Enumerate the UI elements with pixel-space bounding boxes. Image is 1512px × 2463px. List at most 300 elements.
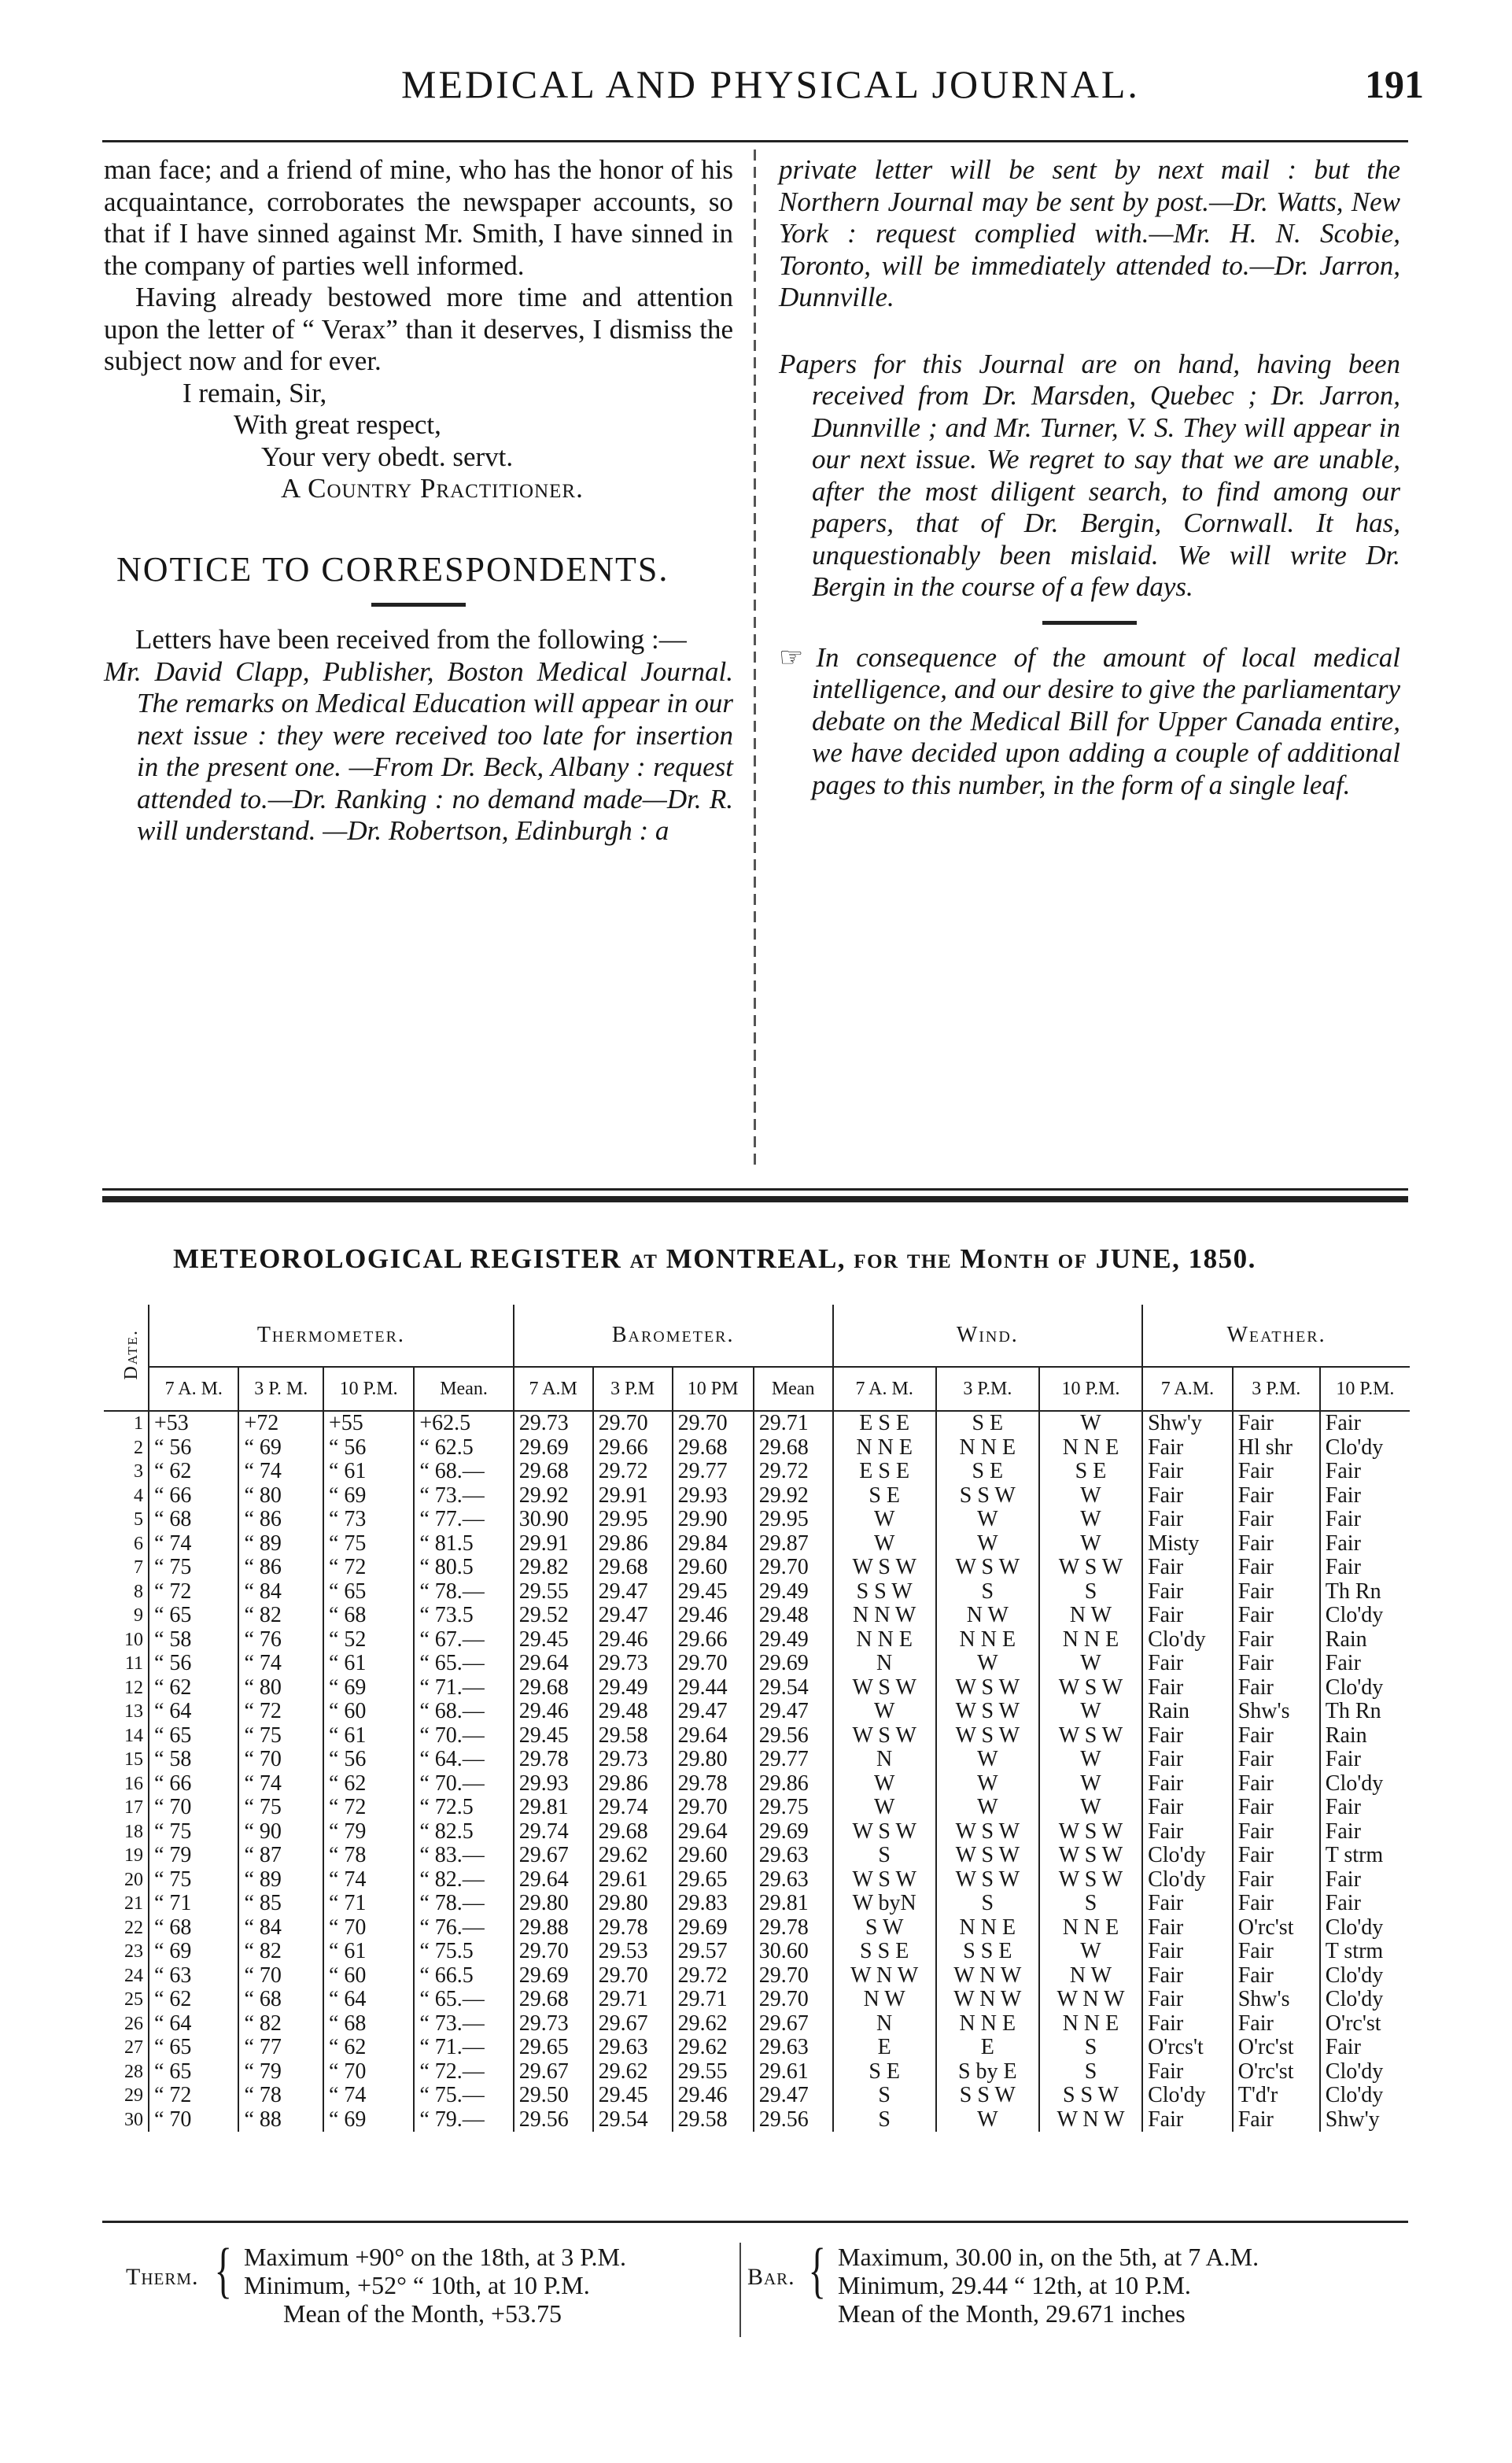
- wind-10pm-cell: W: [1039, 1652, 1142, 1676]
- wind-3pm-cell: S by E: [936, 2060, 1039, 2085]
- baro-7am-cell: 29.64: [514, 1652, 593, 1676]
- baro-mean-cell: 29.69: [754, 1652, 833, 1676]
- day-cell: 25: [124, 1989, 143, 2011]
- baro-7am-cell: 29.65: [514, 2036, 593, 2060]
- weather-7am-cell: Fair: [1142, 1988, 1233, 2012]
- wind-10pm-cell: W S W: [1039, 1556, 1142, 1580]
- therm-3pm-cell: “ 84: [238, 1916, 323, 1940]
- wind-7am-cell: S W: [833, 1916, 936, 1940]
- weather-7am-cell: Fair: [1142, 2012, 1233, 2036]
- wind-10pm-cell: S S W: [1039, 2084, 1142, 2108]
- weather-10pm-cell: Fair: [1320, 1411, 1410, 1436]
- weather-10pm-cell: Clo'dy: [1320, 1988, 1410, 2012]
- therm-10pm-cell: “ 73: [323, 1508, 414, 1532]
- weather-10pm-cell: Fair: [1320, 1892, 1410, 1916]
- therm-mean-cell: “ 64.—: [414, 1748, 513, 1772]
- notice-intro: Letters have been received from the following :—: [135, 624, 687, 655]
- column-header: 7 A.M: [514, 1367, 593, 1411]
- weather-7am-cell: Fair: [1142, 1652, 1233, 1676]
- therm-3pm-cell: “ 70: [238, 1748, 323, 1772]
- therm-mean-cell: “ 82.5: [414, 1820, 513, 1844]
- therm-3pm-cell: “ 89: [238, 1532, 323, 1556]
- therm-mean-cell: “ 65.—: [414, 1652, 513, 1676]
- signature: A Country Practitioner.: [281, 473, 584, 504]
- day-cell: 21: [124, 1893, 143, 1915]
- baro-7am-cell: 29.88: [514, 1916, 593, 1940]
- column-header: 3 P.M: [593, 1367, 673, 1411]
- baro-10pm-cell: 29.70: [673, 1652, 754, 1676]
- weather-10pm-cell: T strm: [1320, 1844, 1410, 1868]
- therm-3pm-cell: “ 88: [238, 2108, 323, 2133]
- baro-7am-cell: 30.90: [514, 1508, 593, 1532]
- therm-10pm-cell: “ 65: [323, 1580, 414, 1604]
- baro-7am-cell: 29.73: [514, 2012, 593, 2036]
- meteorological-register: [104, 1305, 1410, 2132]
- therm-mean-cell: “ 66.5: [414, 1964, 513, 1988]
- weather-3pm-cell: O'rc'st: [1233, 2060, 1320, 2085]
- wind-10pm-cell: W N W: [1039, 2108, 1142, 2133]
- therm-7am-cell: “ 58: [149, 1748, 238, 1772]
- weather-3pm-cell: Fair: [1233, 1411, 1320, 1436]
- baro-10pm-cell: 29.58: [673, 2108, 754, 2133]
- baro-7am-cell: 29.92: [514, 1484, 593, 1508]
- weather-3pm-cell: Fair: [1233, 1868, 1320, 1892]
- baro-mean-cell: 29.77: [754, 1748, 833, 1772]
- therm-3pm-cell: “ 75: [238, 1724, 323, 1748]
- wind-3pm-cell: N N E: [936, 1436, 1039, 1460]
- wind-7am-cell: S: [833, 2108, 936, 2133]
- therm-10pm-cell: “ 74: [323, 1868, 414, 1892]
- column-header: 3 P.M.: [1233, 1367, 1320, 1411]
- weather-10pm-cell: T strm: [1320, 1940, 1410, 1964]
- baro-10pm-cell: 29.44: [673, 1676, 754, 1700]
- register-title: METEOROLOGICAL REGISTER at MONTREAL, for the Month of JUNE, 1850.: [173, 1243, 1256, 1274]
- table-row: [104, 1964, 1410, 1988]
- therm-mean-cell: “ 71.—: [414, 1676, 513, 1700]
- baro-3pm-cell: 29.86: [593, 1532, 673, 1556]
- wind-header: Wind.: [833, 1305, 1142, 1367]
- wind-7am-cell: N: [833, 1748, 936, 1772]
- therm-mean-cell: “ 68.—: [414, 1460, 513, 1484]
- wind-10pm-cell: W S W: [1039, 1868, 1142, 1892]
- baro-3pm-cell: 29.95: [593, 1508, 673, 1532]
- wind-7am-cell: S: [833, 2084, 936, 2108]
- day-cell: 5: [134, 1509, 143, 1531]
- wind-7am-cell: W: [833, 1700, 936, 1724]
- baro-3pm-cell: 29.72: [593, 1460, 673, 1484]
- wind-10pm-cell: N N E: [1039, 2012, 1142, 2036]
- therm-10pm-cell: “ 60: [323, 1964, 414, 1988]
- therm-7am-cell: “ 75: [149, 1820, 238, 1844]
- therm-mean-cell: “ 80.5: [414, 1556, 513, 1580]
- wind-3pm-cell: W N W: [936, 1988, 1039, 2012]
- therm-10pm-cell: “ 56: [323, 1436, 414, 1460]
- section-double-rule: [102, 1196, 1408, 1202]
- therm-7am-cell: “ 56: [149, 1652, 238, 1676]
- baro-3pm-cell: 29.70: [593, 1411, 673, 1436]
- wind-7am-cell: W: [833, 1772, 936, 1796]
- table-row: [104, 1916, 1410, 1940]
- day-cell: 20: [124, 1869, 143, 1890]
- weather-3pm-cell: Hl shr: [1233, 1436, 1320, 1460]
- wind-10pm-cell: N N E: [1039, 1916, 1142, 1940]
- day-cell: 9: [134, 1605, 143, 1627]
- column-header: 7 A. M.: [149, 1367, 238, 1411]
- wind-10pm-cell: W: [1039, 1940, 1142, 1964]
- wind-3pm-cell: S S W: [936, 2084, 1039, 2108]
- weather-10pm-cell: Clo'dy: [1320, 2084, 1410, 2108]
- wind-7am-cell: W byN: [833, 1892, 936, 1916]
- papers-on-hand: Papers for this Journal are on hand, having been received from Dr. Marsden, Quebec ; Dr. Jarron, Dunnville ; and Mr. Turner, V. S. They will appear in our next issue. We regret to say that we are unable, after the most diligent search, to find among our papers, that of Dr. Bergin, Cornwall. It has, unquestionably been mislaid. We will write Dr. Bergin in the course of a few days.: [779, 348, 1400, 602]
- baro-7am-cell: 29.70: [514, 1940, 593, 1964]
- barometer-header: Barometer.: [514, 1305, 833, 1367]
- therm-mean-cell: “ 70.—: [414, 1724, 513, 1748]
- header-rule: [102, 140, 1408, 142]
- wind-10pm-cell: W: [1039, 1532, 1142, 1556]
- therm-3pm-cell: “ 89: [238, 1868, 323, 1892]
- baro-7am-cell: 29.68: [514, 1460, 593, 1484]
- baro-10pm-cell: 29.70: [673, 1796, 754, 1820]
- baro-3pm-cell: 29.73: [593, 1748, 673, 1772]
- therm-3pm-cell: “ 82: [238, 1604, 323, 1628]
- therm-mean-cell: “ 72.5: [414, 1796, 513, 1820]
- baro-10pm-cell: 29.65: [673, 1868, 754, 1892]
- baro-7am-cell: 29.67: [514, 2060, 593, 2085]
- baro-mean-cell: 29.68: [754, 1436, 833, 1460]
- wind-10pm-cell: W S W: [1039, 1676, 1142, 1700]
- wind-7am-cell: S E: [833, 1484, 936, 1508]
- weather-10pm-cell: Fair: [1320, 1532, 1410, 1556]
- baro-7am-cell: 29.55: [514, 1580, 593, 1604]
- weather-10pm-cell: Shw'y: [1320, 2108, 1410, 2133]
- wind-3pm-cell: W S W: [936, 1868, 1039, 1892]
- baro-mean-cell: 29.56: [754, 2108, 833, 2133]
- weather-7am-cell: Fair: [1142, 1820, 1233, 1844]
- letter-paragraph-1: man face; and a friend of mine, who has the honor of his acquaintance, corroborates the newspaper accounts, so that if I have sinned against Mr. Smith, I have sinned in the company of parties well informed.: [104, 154, 733, 281]
- weather-3pm-cell: Fair: [1233, 1940, 1320, 1964]
- baro-10pm-cell: 29.45: [673, 1580, 754, 1604]
- baro-3pm-cell: 29.80: [593, 1892, 673, 1916]
- table-row: [104, 1436, 1410, 1460]
- wind-7am-cell: N N W: [833, 1604, 936, 1628]
- wind-3pm-cell: W: [936, 1652, 1039, 1676]
- day-cell: 2: [134, 1437, 143, 1458]
- weather-7am-cell: Fair: [1142, 1940, 1233, 1964]
- table-row: [104, 2060, 1410, 2085]
- baro-3pm-cell: 29.67: [593, 2012, 673, 2036]
- baro-mean-cell: 29.63: [754, 2036, 833, 2060]
- wind-7am-cell: S S W: [833, 1580, 936, 1604]
- weather-10pm-cell: Th Rn: [1320, 1700, 1410, 1724]
- wind-7am-cell: N N E: [833, 1436, 936, 1460]
- wind-3pm-cell: W: [936, 1532, 1039, 1556]
- day-cell: 13: [124, 1701, 143, 1723]
- table-row: [104, 1460, 1410, 1484]
- column-divider: [754, 150, 756, 1165]
- column-header: 3 P. M.: [238, 1367, 323, 1411]
- baro-mean-cell: 29.47: [754, 1700, 833, 1724]
- baro-7am-cell: 29.80: [514, 1892, 593, 1916]
- therm-3pm-cell: “ 76: [238, 1628, 323, 1652]
- weather-7am-cell: Fair: [1142, 1484, 1233, 1508]
- baro-7am-cell: 29.68: [514, 1988, 593, 2012]
- table-row: [104, 1748, 1410, 1772]
- baro-3pm-cell: 29.62: [593, 1844, 673, 1868]
- wind-3pm-cell: E: [936, 2036, 1039, 2060]
- wind-3pm-cell: W S W: [936, 1556, 1039, 1580]
- therm-10pm-cell: “ 61: [323, 1460, 414, 1484]
- baro-mean-cell: 30.60: [754, 1940, 833, 1964]
- bar-label: Bar.: [747, 2264, 795, 2290]
- baro-10pm-cell: 29.84: [673, 1532, 754, 1556]
- therm-3pm-cell: “ 75: [238, 1796, 323, 1820]
- column-header: Mean.: [414, 1367, 513, 1411]
- therm-10pm-cell: “ 72: [323, 1556, 414, 1580]
- table-row: [104, 1796, 1410, 1820]
- day-cell: 27: [124, 2037, 143, 2059]
- weather-7am-cell: Clo'dy: [1142, 1844, 1233, 1868]
- therm-min: Minimum, +52° “ 10th, at 10 P.M.: [244, 2271, 590, 2299]
- wind-3pm-cell: S: [936, 1892, 1039, 1916]
- weather-3pm-cell: Fair: [1233, 1676, 1320, 1700]
- therm-3pm-cell: “ 74: [238, 1652, 323, 1676]
- weather-3pm-cell: O'rc'st: [1233, 1916, 1320, 1940]
- weather-7am-cell: Fair: [1142, 1460, 1233, 1484]
- baro-10pm-cell: 29.90: [673, 1508, 754, 1532]
- baro-3pm-cell: 29.58: [593, 1724, 673, 1748]
- wind-7am-cell: E S E: [833, 1411, 936, 1436]
- column-header: 3 P.M.: [936, 1367, 1039, 1411]
- wind-10pm-cell: N N E: [1039, 1436, 1142, 1460]
- therm-10pm-cell: “ 68: [323, 1604, 414, 1628]
- baro-mean-cell: 29.81: [754, 1892, 833, 1916]
- wind-7am-cell: W: [833, 1796, 936, 1820]
- baro-3pm-cell: 29.74: [593, 1796, 673, 1820]
- therm-7am-cell: “ 66: [149, 1772, 238, 1796]
- therm-7am-cell: “ 62: [149, 1460, 238, 1484]
- therm-mean-cell: “ 77.—: [414, 1508, 513, 1532]
- signoff-line: I remain, Sir,: [183, 377, 327, 408]
- wind-7am-cell: S: [833, 1844, 936, 1868]
- wind-10pm-cell: S: [1039, 1580, 1142, 1604]
- therm-10pm-cell: “ 68: [323, 2012, 414, 2036]
- weather-10pm-cell: Rain: [1320, 1724, 1410, 1748]
- therm-10pm-cell: “ 70: [323, 2060, 414, 2085]
- weather-3pm-cell: O'rc'st: [1233, 2036, 1320, 2060]
- therm-10pm-cell: “ 71: [323, 1892, 414, 1916]
- weather-7am-cell: Fair: [1142, 2108, 1233, 2133]
- baro-7am-cell: 29.67: [514, 1844, 593, 1868]
- baro-3pm-cell: 29.47: [593, 1580, 673, 1604]
- baro-10pm-cell: 29.78: [673, 1772, 754, 1796]
- weather-3pm-cell: Fair: [1233, 1508, 1320, 1532]
- baro-3pm-cell: 29.73: [593, 1652, 673, 1676]
- baro-mean-cell: 29.87: [754, 1532, 833, 1556]
- therm-mean-cell: “ 68.—: [414, 1700, 513, 1724]
- baro-7am-cell: 29.56: [514, 2108, 593, 2133]
- baro-10pm-cell: 29.60: [673, 1844, 754, 1868]
- weather-10pm-cell: Fair: [1320, 1868, 1410, 1892]
- baro-7am-cell: 29.69: [514, 1964, 593, 1988]
- therm-3pm-cell: “ 79: [238, 2060, 323, 2085]
- day-cell: 17: [124, 1797, 143, 1819]
- baro-10pm-cell: 29.46: [673, 2084, 754, 2108]
- wind-3pm-cell: S E: [936, 1411, 1039, 1436]
- therm-3pm-cell: “ 74: [238, 1772, 323, 1796]
- section-rule: [1042, 621, 1137, 625]
- baro-7am-cell: 29.93: [514, 1772, 593, 1796]
- wind-7am-cell: W S W: [833, 1724, 936, 1748]
- weather-10pm-cell: Clo'dy: [1320, 2060, 1410, 2085]
- wind-7am-cell: W S W: [833, 1556, 936, 1580]
- baro-3pm-cell: 29.62: [593, 2060, 673, 2085]
- baro-10pm-cell: 29.55: [673, 2060, 754, 2085]
- baro-10pm-cell: 29.62: [673, 2012, 754, 2036]
- therm-3pm-cell: “ 80: [238, 1676, 323, 1700]
- weather-10pm-cell: Fair: [1320, 1556, 1410, 1580]
- therm-mean: Mean of the Month, +53.75: [283, 2299, 562, 2328]
- table-row: [104, 1580, 1410, 1604]
- day-cell: 29: [124, 2085, 143, 2107]
- table-row: [104, 1700, 1410, 1724]
- signoff-line: With great respect,: [234, 409, 441, 440]
- weather-7am-cell: Fair: [1142, 1748, 1233, 1772]
- day-cell: 19: [124, 1845, 143, 1867]
- therm-mean-cell: “ 73.5: [414, 1604, 513, 1628]
- wind-3pm-cell: N W: [936, 1604, 1039, 1628]
- day-cell: 8: [134, 1581, 143, 1602]
- baro-3pm-cell: 29.47: [593, 1604, 673, 1628]
- weather-3pm-cell: Fair: [1233, 1460, 1320, 1484]
- column-header: 7 A. M.: [833, 1367, 936, 1411]
- correspondents-continued: private letter will be sent by next mail : but the Northern Journal may be sent by post.—Dr. Watts, New York : request complied with.—Mr. H. N. Scobie, Toronto, will be immediately attended to.—Dr. Jarron, Dunnville.: [779, 154, 1400, 312]
- register-table: [104, 1305, 1410, 2132]
- baro-10pm-cell: 29.69: [673, 1916, 754, 1940]
- wind-10pm-cell: S E: [1039, 1460, 1142, 1484]
- weather-3pm-cell: Fair: [1233, 1844, 1320, 1868]
- wind-3pm-cell: W S W: [936, 1700, 1039, 1724]
- weather-7am-cell: Fair: [1142, 1772, 1233, 1796]
- table-bottom-rule: [102, 2221, 1408, 2223]
- wind-7am-cell: N N E: [833, 1628, 936, 1652]
- baro-mean-cell: 29.48: [754, 1604, 833, 1628]
- therm-mean-cell: “ 81.5: [414, 1532, 513, 1556]
- weather-7am-cell: Fair: [1142, 1604, 1233, 1628]
- weather-10pm-cell: Fair: [1320, 1460, 1410, 1484]
- letter-signoff: [104, 378, 733, 505]
- baro-3pm-cell: 29.70: [593, 1964, 673, 1988]
- wind-10pm-cell: W: [1039, 1700, 1142, 1724]
- baro-mean-cell: 29.69: [754, 1820, 833, 1844]
- therm-10pm-cell: “ 78: [323, 1844, 414, 1868]
- table-row: [104, 1868, 1410, 1892]
- day-cell: 16: [124, 1773, 143, 1794]
- weather-3pm-cell: Fair: [1233, 1532, 1320, 1556]
- therm-mean-cell: “ 72.—: [414, 2060, 513, 2085]
- wind-3pm-cell: S: [936, 1580, 1039, 1604]
- therm-mean-cell: “ 78.—: [414, 1580, 513, 1604]
- table-row: [104, 1484, 1410, 1508]
- therm-mean-cell: “ 82.—: [414, 1868, 513, 1892]
- therm-mean-cell: “ 70.—: [414, 1772, 513, 1796]
- wind-3pm-cell: S S E: [936, 1940, 1039, 1964]
- register-body: [104, 1411, 1410, 2132]
- wind-7am-cell: W: [833, 1508, 936, 1532]
- baro-mean-cell: 29.63: [754, 1844, 833, 1868]
- weather-3pm-cell: Fair: [1233, 1628, 1320, 1652]
- therm-mean-cell: “ 78.—: [414, 1892, 513, 1916]
- wind-7am-cell: N: [833, 1652, 936, 1676]
- weather-10pm-cell: Th Rn: [1320, 1580, 1410, 1604]
- day-cell: 30: [124, 2109, 143, 2130]
- wind-7am-cell: W S W: [833, 1820, 936, 1844]
- therm-mean-cell: “ 73.—: [414, 2012, 513, 2036]
- table-row: [104, 1628, 1410, 1652]
- therm-7am-cell: “ 79: [149, 1844, 238, 1868]
- therm-7am-cell: +53: [149, 1411, 238, 1436]
- baro-10pm-cell: 29.57: [673, 1940, 754, 1964]
- weather-10pm-cell: Clo'dy: [1320, 1772, 1410, 1796]
- wind-3pm-cell: S E: [936, 1460, 1039, 1484]
- baro-10pm-cell: 29.64: [673, 1724, 754, 1748]
- therm-10pm-cell: “ 64: [323, 1988, 414, 2012]
- left-column: [104, 154, 733, 847]
- therm-3pm-cell: “ 82: [238, 2012, 323, 2036]
- pointing-hand-icon: ☞: [779, 641, 804, 673]
- therm-10pm-cell: “ 69: [323, 2108, 414, 2133]
- table-row: [104, 1724, 1410, 1748]
- therm-3pm-cell: “ 77: [238, 2036, 323, 2060]
- weather-7am-cell: Clo'dy: [1142, 1868, 1233, 1892]
- therm-10pm-cell: “ 74: [323, 2084, 414, 2108]
- table-row: [104, 2108, 1410, 2133]
- wind-3pm-cell: W: [936, 1796, 1039, 1820]
- therm-7am-cell: “ 63: [149, 1964, 238, 1988]
- therm-10pm-cell: “ 61: [323, 1652, 414, 1676]
- baro-mean-cell: 29.72: [754, 1460, 833, 1484]
- wind-7am-cell: N W: [833, 1988, 936, 2012]
- day-cell: 18: [124, 1821, 143, 1842]
- column-header: 7 A.M.: [1142, 1367, 1233, 1411]
- therm-3pm-cell: “ 69: [238, 1436, 323, 1460]
- table-row: [104, 1556, 1410, 1580]
- weather-7am-cell: Misty: [1142, 1532, 1233, 1556]
- therm-mean-cell: “ 71.—: [414, 2036, 513, 2060]
- wind-3pm-cell: W S W: [936, 1820, 1039, 1844]
- therm-3pm-cell: “ 84: [238, 1580, 323, 1604]
- baro-3pm-cell: 29.91: [593, 1484, 673, 1508]
- baro-7am-cell: 29.52: [514, 1604, 593, 1628]
- table-row: [104, 1844, 1410, 1868]
- bar-min: Minimum, 29.44 “ 12th, at 10 P.M.: [838, 2271, 1191, 2299]
- therm-3pm-cell: “ 70: [238, 1964, 323, 1988]
- wind-10pm-cell: N W: [1039, 1964, 1142, 1988]
- date-header: Date.: [104, 1305, 149, 1411]
- therm-mean-cell: “ 83.—: [414, 1844, 513, 1868]
- table-row: [104, 1532, 1410, 1556]
- summary-divider: [739, 2243, 741, 2337]
- table-row: [104, 1988, 1410, 2012]
- brace-icon: {: [808, 2236, 826, 2304]
- therm-10pm-cell: “ 61: [323, 1940, 414, 1964]
- baro-3pm-cell: 29.53: [593, 1940, 673, 1964]
- weather-3pm-cell: Fair: [1233, 1484, 1320, 1508]
- therm-7am-cell: “ 70: [149, 1796, 238, 1820]
- baro-3pm-cell: 29.54: [593, 2108, 673, 2133]
- baro-mean-cell: 29.49: [754, 1580, 833, 1604]
- wind-3pm-cell: N N E: [936, 2012, 1039, 2036]
- weather-7am-cell: Clo'dy: [1142, 2084, 1233, 2108]
